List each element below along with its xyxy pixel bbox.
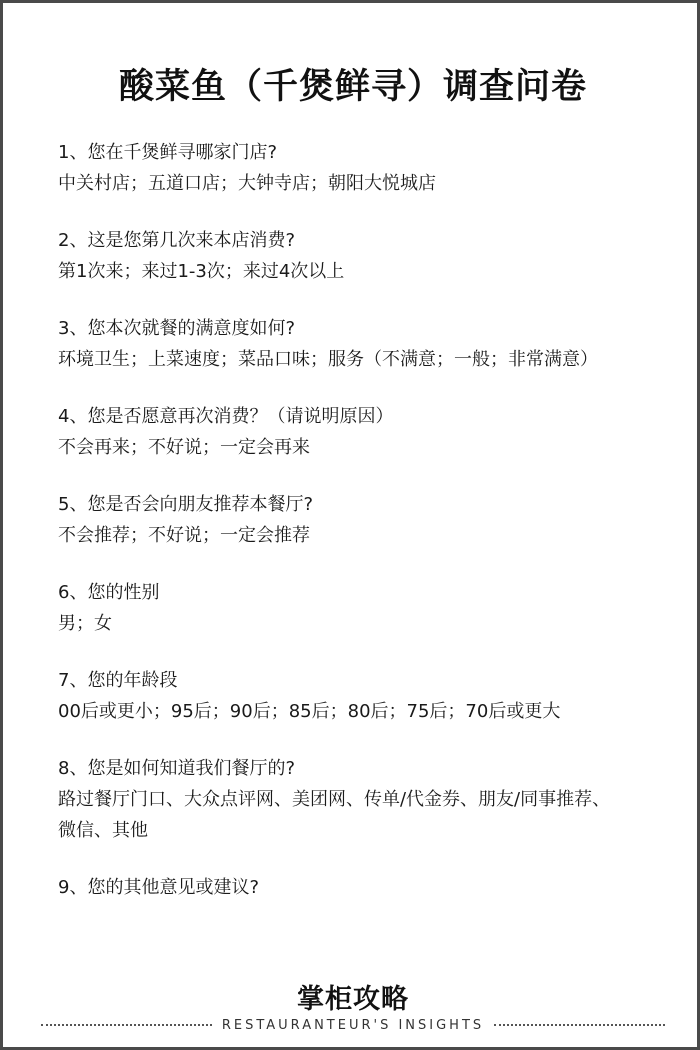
answer-options-continued: 微信、其他 bbox=[58, 820, 148, 841]
question-block bbox=[58, 665, 658, 727]
question-text: 3、您本次就餐的满意度如何? bbox=[58, 318, 296, 339]
page-title: 酸菜鱼（千煲鲜寻）调查问卷 bbox=[118, 67, 587, 107]
footer-tagline: RESTAURANTEUR'S INSIGHTS bbox=[221, 1017, 485, 1033]
question-text: 1、您在千煲鲜寻哪家门店? bbox=[58, 142, 278, 163]
footer-divider bbox=[41, 1011, 665, 1039]
question-block bbox=[58, 489, 658, 551]
question-text: 9、您的其他意见或建议? bbox=[58, 877, 260, 898]
question-list bbox=[58, 137, 658, 929]
question-block bbox=[58, 137, 658, 199]
answer-options: 男；女 bbox=[58, 613, 112, 634]
answer-options: 第1次来；来过1-3次；来过4次以上 bbox=[58, 261, 345, 282]
question-text: 5、您是否会向朋友推荐本餐厅? bbox=[58, 494, 314, 515]
answer-options: 00后或更小；95后；90后；85后；80后；75后；70后或更大 bbox=[58, 701, 561, 722]
answer-options: 中关村店；五道口店；大钟寺店；朝阳大悦城店 bbox=[58, 173, 436, 194]
answer-options: 不会推荐；不好说；一定会推荐 bbox=[58, 525, 310, 546]
question-text: 4、您是否愿意再次消费？（请说明原因） bbox=[58, 406, 394, 427]
question-block bbox=[58, 401, 658, 463]
question-block bbox=[58, 872, 658, 903]
answer-options: 路过餐厅门口、大众点评网、美团网、传单/代金券、朋友/同事推荐、 bbox=[58, 789, 611, 810]
question-block bbox=[58, 225, 658, 287]
question-block bbox=[58, 313, 658, 375]
answer-options: 环境卫生；上菜速度；菜品口味；服务（不满意；一般；非常满意） bbox=[58, 349, 598, 370]
question-block bbox=[58, 753, 658, 846]
question-text: 8、您是如何知道我们餐厅的? bbox=[58, 758, 296, 779]
question-text: 6、您的性别 bbox=[58, 582, 160, 603]
dotted-rule-left bbox=[41, 1024, 212, 1026]
answer-options: 不会再来；不好说；一定会再来 bbox=[58, 437, 310, 458]
question-text: 2、这是您第几次来本店消费? bbox=[58, 230, 296, 251]
brand-logo: 掌柜攻略 bbox=[297, 984, 409, 1015]
dotted-rule-right bbox=[494, 1024, 665, 1026]
question-block bbox=[58, 577, 658, 639]
question-text: 7、您的年龄段 bbox=[58, 670, 178, 691]
